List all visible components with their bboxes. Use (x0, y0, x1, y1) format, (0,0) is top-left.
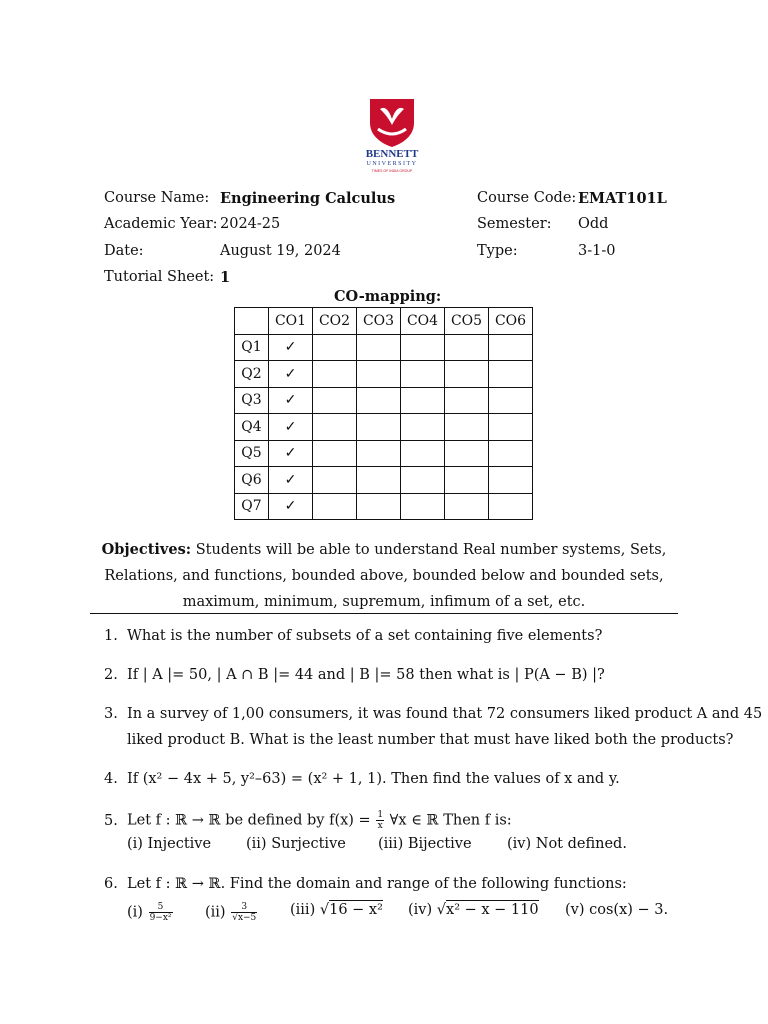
question-5 (104, 810, 512, 831)
sqrt-radicand: 16 − x² (329, 902, 383, 918)
check-mark: ✓ (269, 440, 313, 467)
option-ii (205, 902, 258, 923)
empty-cell (401, 440, 445, 467)
fraction-numerator: 1 (377, 810, 384, 820)
empty-cell (313, 387, 357, 414)
academic-year-label: Academic Year: (104, 216, 218, 232)
row-header: Q7 (235, 493, 269, 520)
empty-cell (401, 334, 445, 361)
question-text: If | A |= 50, | A ∩ B |= 44 and | B |= 58 then what is | P(A − B) |? (127, 667, 605, 683)
empty-cell (489, 334, 533, 361)
question-text: If (x² − 4x + 5, y²–63) = (x² + 1, 1). Then find the values of x and y. (127, 771, 620, 787)
row-header: Q1 (235, 334, 269, 361)
table-corner-cell (235, 308, 269, 335)
empty-cell (357, 493, 401, 520)
question-2 (104, 667, 605, 683)
logo-subtitle: UNIVERSITY (366, 161, 418, 167)
option-iii (290, 902, 383, 918)
question-text: Let f : ℝ → ℝ. Find the domain and range of the following functions: (127, 876, 627, 892)
empty-cell (357, 414, 401, 441)
column-header: CO3 (357, 308, 401, 335)
question-text: Let f : ℝ → ℝ be defined by f(x) = (127, 812, 376, 829)
empty-cell (489, 493, 533, 520)
question-text-line-2: liked product B. What is the least number that must have liked both the products? (127, 732, 734, 748)
empty-cell (357, 361, 401, 388)
empty-cell (313, 440, 357, 467)
empty-cell (357, 334, 401, 361)
fraction-numerator: 5 (149, 902, 173, 913)
empty-cell (445, 414, 489, 441)
empty-cell (401, 414, 445, 441)
tutorial-sheet-label: Tutorial Sheet: (104, 269, 215, 285)
question-number: 6. (104, 876, 118, 892)
option-iv: (iv) Not defined. (507, 836, 627, 852)
empty-cell (445, 440, 489, 467)
empty-cell (489, 440, 533, 467)
empty-cell (401, 387, 445, 414)
question-4 (104, 771, 620, 787)
date-label: Date: (104, 243, 144, 259)
column-header: CO2 (313, 308, 357, 335)
column-header: CO1 (269, 308, 313, 335)
empty-cell (357, 440, 401, 467)
option-label: (iv) (408, 902, 433, 918)
column-header: CO5 (445, 308, 489, 335)
option-label: (iii) (290, 902, 316, 918)
question-number: 2. (104, 667, 118, 683)
column-header: CO4 (401, 308, 445, 335)
empty-cell (445, 334, 489, 361)
fraction-denominator: 9−x² (149, 913, 172, 923)
semester-label: Semester: (477, 216, 552, 232)
question-text-line-1: In a survey of 1,00 consumers, it was found that 72 consumers liked product A and 45 (127, 706, 763, 722)
row-header: Q4 (235, 414, 269, 441)
co-mapping-table (234, 307, 533, 520)
table-header-row (235, 308, 533, 335)
row-header: Q3 (235, 387, 269, 414)
type: 3-1-0 (578, 243, 616, 259)
check-mark: ✓ (269, 493, 313, 520)
empty-cell (313, 467, 357, 494)
fraction-denominator: √x−5 (232, 913, 257, 923)
fraction-numerator: 3 (231, 902, 257, 913)
column-header: CO6 (489, 308, 533, 335)
fraction (149, 902, 173, 923)
empty-cell (489, 467, 533, 494)
check-mark: ✓ (269, 387, 313, 414)
fraction (231, 902, 257, 923)
check-mark: ✓ (269, 361, 313, 388)
question-3 (104, 706, 762, 722)
table-row (235, 387, 533, 414)
fraction-denominator: x (377, 821, 383, 831)
question-number: 5. (104, 812, 118, 829)
option-v: (v) cos(x) − 3. (565, 902, 669, 918)
empty-cell (357, 387, 401, 414)
option-iv (408, 902, 539, 918)
table-row (235, 467, 533, 494)
co-mapping-title: CO-mapping: (334, 288, 442, 305)
empty-cell (445, 387, 489, 414)
option-iii: (iii) Bijective (378, 836, 472, 852)
empty-cell (489, 361, 533, 388)
empty-cell (489, 414, 533, 441)
sqrt-symbol: √ (319, 902, 330, 918)
objectives-text: Students will be able to understand Real number systems, Sets, Relations, and functions, bounded above, bounded below and bounded sets, maximum, minimum, supremum, infimum of a set, etc. (104, 542, 667, 610)
option-label: (i) (127, 904, 143, 921)
empty-cell (445, 467, 489, 494)
course-code-label: Course Code: (477, 190, 577, 206)
check-mark: ✓ (269, 467, 313, 494)
empty-cell (313, 361, 357, 388)
table-row (235, 414, 533, 441)
table-row (235, 361, 533, 388)
course-name-label: Course Name: (104, 190, 210, 206)
empty-cell (489, 387, 533, 414)
empty-cell (401, 467, 445, 494)
question-number: 1. (104, 628, 118, 644)
date: August 19, 2024 (220, 243, 341, 259)
question-text-tail: ∀x ∈ ℝ Then f is: (385, 812, 512, 829)
empty-cell (445, 361, 489, 388)
option-ii: (ii) Surjective (246, 836, 346, 852)
empty-cell (401, 493, 445, 520)
sqrt-radicand: x² − x − 110 (446, 902, 539, 918)
empty-cell (313, 493, 357, 520)
question-number: 3. (104, 706, 118, 722)
option-i: (i) Injective (127, 836, 212, 852)
logo-wordmark: BENNETT (365, 148, 419, 160)
tutorial-sheet-number: 1 (220, 269, 231, 286)
table-row (235, 493, 533, 520)
question-6 (104, 876, 627, 892)
row-header: Q5 (235, 440, 269, 467)
semester: Odd (578, 216, 609, 232)
course-code: EMAT101L (578, 190, 667, 207)
check-mark: ✓ (269, 334, 313, 361)
type-label: Type: (477, 243, 518, 259)
empty-cell (401, 361, 445, 388)
empty-cell (357, 467, 401, 494)
empty-cell (445, 493, 489, 520)
table-row (235, 440, 533, 467)
option-i (127, 902, 174, 923)
course-name: Engineering Calculus (220, 190, 396, 207)
question-number: 4. (104, 771, 118, 787)
empty-cell (313, 414, 357, 441)
academic-year: 2024-25 (220, 216, 281, 232)
empty-cell (313, 334, 357, 361)
horizontal-divider (90, 613, 678, 614)
question-text: What is the number of subsets of a set containing five elements? (127, 628, 603, 644)
fraction (376, 810, 384, 831)
row-header: Q2 (235, 361, 269, 388)
option-label: (ii) (205, 904, 226, 921)
check-mark: ✓ (269, 414, 313, 441)
sqrt-symbol: √ (436, 902, 447, 918)
row-header: Q6 (235, 467, 269, 494)
objectives-label: Objectives: (101, 541, 192, 558)
objectives-paragraph (96, 537, 672, 615)
question-1 (104, 628, 602, 644)
university-logo (360, 95, 424, 175)
logo-tagline: TIMES OF INDIA GROUP (371, 169, 413, 173)
table-row (235, 334, 533, 361)
